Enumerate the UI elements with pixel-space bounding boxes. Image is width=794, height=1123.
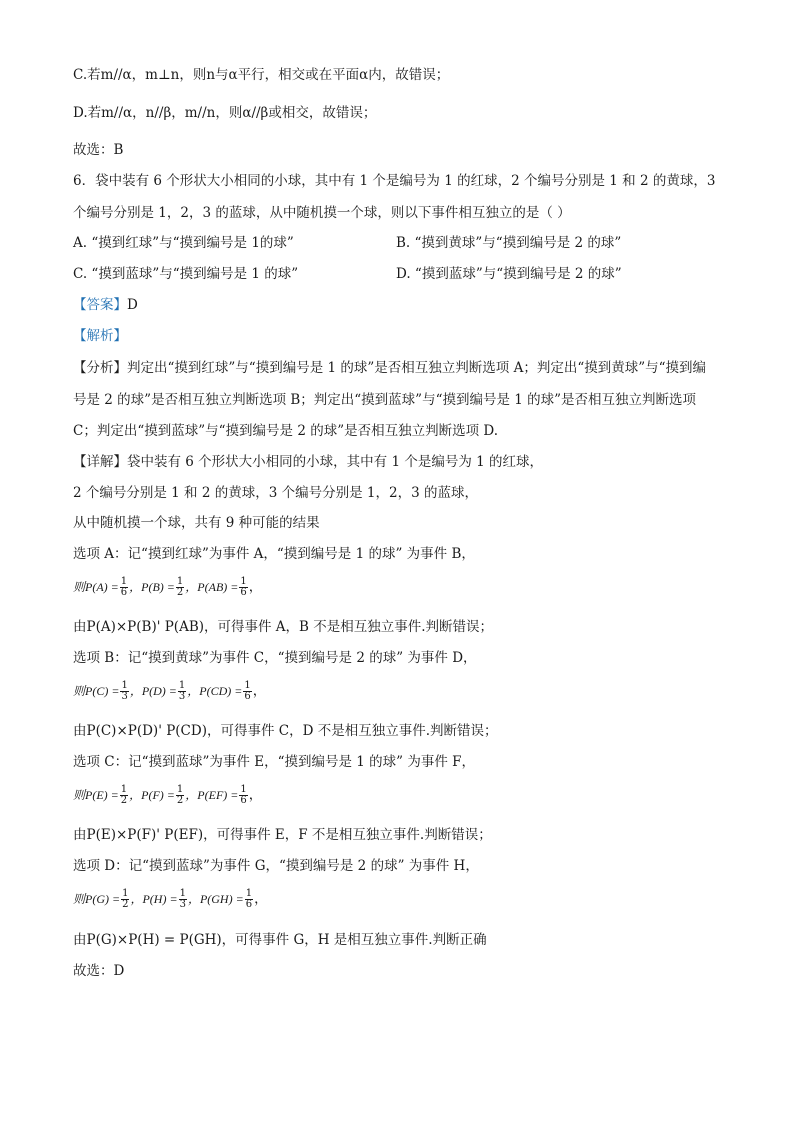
option-b: B. “摸到黄球”与“摸到编号是 2 的球” xyxy=(396,235,622,251)
step-c-line-1: 选项 C：记“摸到蓝球”为事件 E，“摸到编号是 1 的球” 为事件 F， xyxy=(73,754,475,770)
choose-b-line: 故选：B xyxy=(73,142,124,158)
step-a-probabilities: 则P(A) = $\frac{1}{6}$ ，P(B) = $\frac{1}{2}$ ，P(AB) = $\frac{1}{6}$ ， xyxy=(73,576,263,598)
question-6-line-1: 6．袋中装有 6 个形状大小相同的小球，其中有 1 个是编号为 1 的红球，2 个编号分别是 1 和 2 的黄球，3 xyxy=(73,173,716,189)
fraction: $\frac{1}{3}$ xyxy=(179,888,186,910)
fraction: $\frac{1}{2}$ xyxy=(176,784,184,806)
step-a-line-3: 由P(A)×P(B)' P(AB)，可得事件 A，B 不是相互独立事件.判断错误； xyxy=(73,619,494,635)
fraction: $\frac{1}{2}$ xyxy=(122,888,129,910)
fenxi-line-2: 号是 2 的球”是否相互独立判断选项 B；判定出“摸到蓝球”与“摸到编号是 1 的球”是否相互独立判断选项 xyxy=(73,392,697,408)
answer-tag: 【答案】 xyxy=(73,297,127,313)
xiangjie-line-1: 【详解】袋中装有 6 个形状大小相同的小球，其中有 1 个是编号为 1 的红球， xyxy=(73,454,544,470)
xiangjie-line-2: 2 个编号分别是 1 和 2 的黄球，3 个编号分别是 1，2，3 的蓝球， xyxy=(73,485,478,501)
answer-line xyxy=(73,296,138,314)
option-c: C. “摸到蓝球”与“摸到编号是 1 的球” xyxy=(73,266,299,282)
xiangjie-line-3: 从中随机摸一个球，共有 9 种可能的结果 xyxy=(73,515,320,531)
fraction: $\frac{1}{6}$ xyxy=(244,680,251,702)
fraction: $\frac{1}{6}$ xyxy=(240,576,247,598)
choose-d-line: 故选：D xyxy=(73,963,125,979)
analysis-tag: 【解析】 xyxy=(73,328,127,344)
step-c-probabilities: 则P(E) = $\frac{1}{2}$ ，P(F) = $\frac{1}{2}$ ，P(EF) = $\frac{1}{6}$ ， xyxy=(73,784,263,806)
step-b-line-1: 选项 B：记“摸到黄球”为事件 C，“摸到编号是 2 的球” 为事件 D， xyxy=(73,650,477,666)
fenxi-line-3: C；判定出“摸到蓝球”与“摸到编号是 2 的球”是否相互独立判断选项 D. xyxy=(73,423,499,439)
fraction: $\frac{1}{3}$ xyxy=(178,680,186,702)
step-d-line-1: 选项 D：记“摸到蓝球”为事件 G，“摸到编号是 2 的球” 为事件 H， xyxy=(73,858,479,874)
answer-value: D xyxy=(127,297,138,313)
step-d-line-3: 由P(G)×P(H) = P(GH)，可得事件 G，H 是相互独立事件.判断正确 xyxy=(73,932,487,948)
fraction: $\frac{1}{6}$ xyxy=(120,576,128,598)
d-option-line: D.若m//α，n//β，m//n，则α//β或相交，故错误； xyxy=(73,105,377,121)
question-6-line-2: 个编号分别是 1，2，3 的蓝球，从中随机摸一个球，则以下事件相互独立的是（ ） xyxy=(73,205,571,221)
fraction: $\frac{1}{3}$ xyxy=(121,680,128,702)
fraction: $\frac{1}{6}$ xyxy=(245,888,253,910)
step-b-probabilities: 则P(C) = $\frac{1}{3}$ ，P(D) = $\frac{1}{3}$ ，P(CD) = $\frac{1}{6}$ ， xyxy=(73,680,267,702)
step-b-line-3: 由P(C)×P(D)' P(CD)，可得事件 C，D 不是相互独立事件.判断错误； xyxy=(73,723,498,739)
fraction: $\frac{1}{6}$ xyxy=(240,784,247,806)
step-d-probabilities: 则P(G) = $\frac{1}{2}$ ，P(H) = $\frac{1}{3}$ ，P(GH) = $\frac{1}{6}$ ， xyxy=(73,888,268,910)
fraction: $\frac{1}{2}$ xyxy=(120,784,128,806)
c-option-line: C.若m//α，m⊥n，则n与α平行，相交或在平面α内，故错误； xyxy=(73,67,450,83)
step-a-line-1: 选项 A：记“摸到红球”为事件 A，“摸到编号是 1 的球” 为事件 B， xyxy=(73,546,475,562)
fenxi-line-1: 【分析】判定出“摸到红球”与“摸到编号是 1 的球”是否相互独立判断选项 A；判定出“摸到黄球”与“摸到编 xyxy=(73,360,707,376)
option-d: D. “摸到蓝球”与“摸到编号是 2 的球” xyxy=(396,266,622,282)
step-c-line-3: 由P(E)×P(F)' P(EF)，可得事件 E，F 不是相互独立事件.判断错误； xyxy=(73,827,492,843)
fraction: $\frac{1}{2}$ xyxy=(176,576,184,598)
option-a: A. “摸到红球”与“摸到编号是 1的球” xyxy=(73,235,294,251)
